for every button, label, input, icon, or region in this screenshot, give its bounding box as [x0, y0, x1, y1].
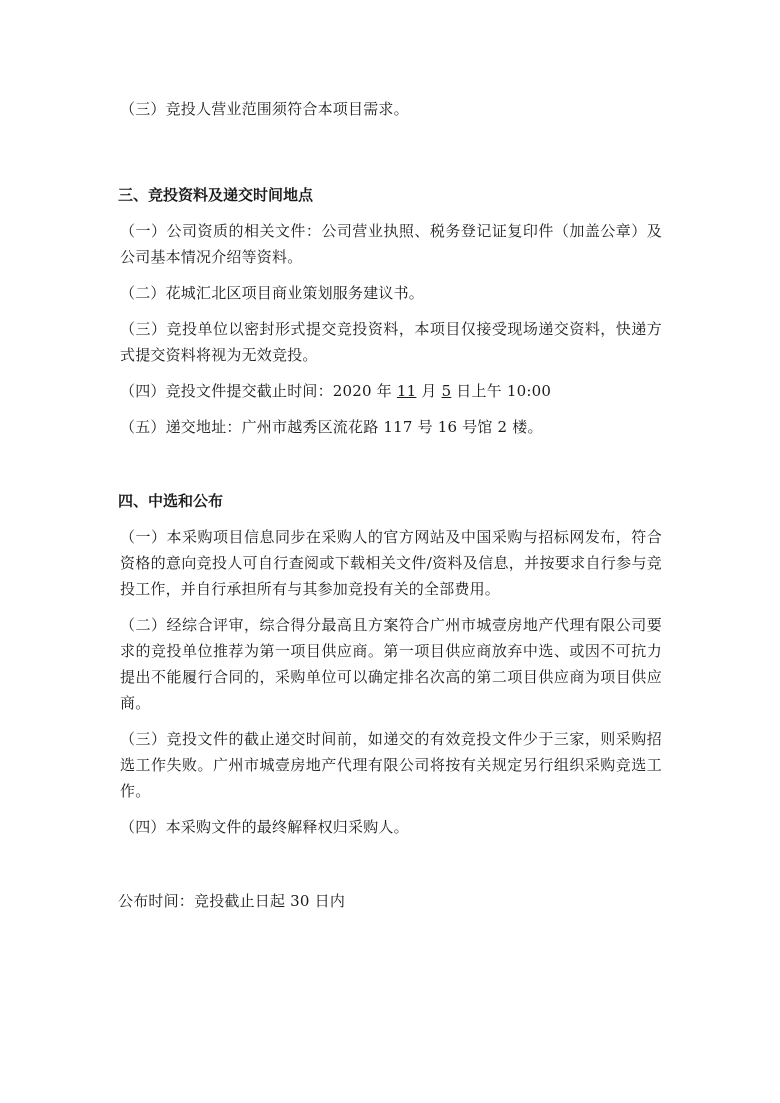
- section3-item4: [118, 378, 662, 404]
- section4-item1: （一）本采购项目信息同步在采购人的官方网站及中国采购与招标网发布，符合资格的意向竞投人可自行查阅或下载相关文件/资料及信息，并按要求自行参与竞投工作，并自行承担所有与其参加竞投有关的全部费用。: [120, 528, 662, 598]
- section3-item2: （二）花城汇北区项目商业策划服务建议书。: [120, 284, 425, 302]
- deadline-month: 11: [396, 382, 417, 400]
- spacer: [118, 514, 662, 524]
- spacer: [118, 306, 662, 316]
- section3-item1: （一）公司资质的相关文件：公司营业执照、税务登记证复印件（加盖公章）及公司基本情况介绍等资料。: [120, 222, 662, 266]
- publish-time: 公布时间：竞投截止日起 30 日内: [118, 892, 346, 910]
- spacer: [118, 440, 662, 488]
- deadline-mid: 月: [416, 382, 442, 400]
- section4-item2: （二）经综合评审，综合得分最高且方案符合广州市城壹房地产代理有限公司要求的竞投单位推荐为第一项目供应商。第一项目供应商放弃中选、或因不可抗力提出不能履行合同的，采购单位可以确定排名次高的第二项目供应商为项目供应商。: [120, 616, 662, 712]
- section4-heading: 四、中选和公布: [118, 492, 224, 510]
- spacer: [118, 716, 662, 726]
- spacer: [118, 602, 662, 612]
- spacer: [118, 404, 662, 414]
- spacer: [118, 368, 662, 378]
- section3-item3: （三）竞投单位以密封形式提交竞投资料，本项目仅接受现场递交资料，快递方式提交资料将视为无效竞投。: [120, 320, 662, 364]
- spacer: [118, 840, 662, 888]
- deadline-suffix: 日上午 10:00: [451, 382, 552, 400]
- deadline-day: 5: [441, 382, 452, 400]
- section2-item3: （三）竞投人营业范围须符合本项目需求。: [120, 100, 409, 118]
- section3-item5: （五）递交地址：广州市越秀区流花路 117 号 16 号馆 2 楼。: [120, 418, 543, 436]
- deadline-prefix: （四）竞投文件提交截止时间：2020 年: [120, 382, 397, 400]
- spacer: [118, 122, 662, 182]
- spacer: [118, 804, 662, 814]
- section4-item4: （四）本采购文件的最终解释权归采购人。: [120, 818, 409, 836]
- section4-item3: （三）竞投文件的截止递交时间前，如递交的有效竞投文件少于三家，则采购招选工作失败。广州市城壹房地产代理有限公司将按有关规定另行组织采购竞选工作。: [120, 730, 662, 800]
- section3-heading: 三、竞投资料及递交时间地点: [118, 186, 314, 204]
- spacer: [118, 208, 662, 218]
- spacer: [118, 270, 662, 280]
